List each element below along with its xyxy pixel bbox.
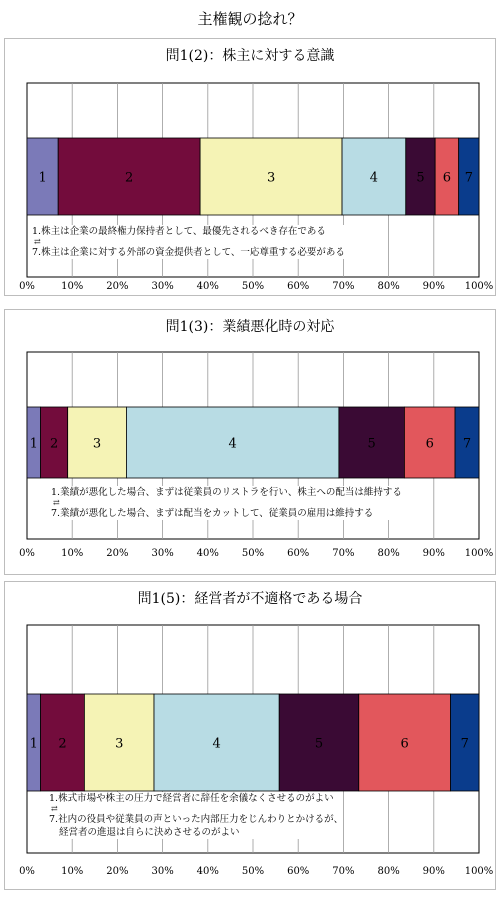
x-tick-label: 10% xyxy=(61,866,84,877)
x-tick-label: 100% xyxy=(464,866,494,877)
page-title: 主権観の捻れ？ xyxy=(197,10,303,28)
scale-annotation xyxy=(49,792,343,839)
segment-label-3: 3 xyxy=(92,436,102,452)
annotation-separator: ⇄ xyxy=(34,237,41,246)
x-tick-label: 90% xyxy=(422,866,445,877)
stacked-bar-chart xyxy=(5,310,495,574)
annotation-line-7-cont: 経営者の進退は自らに決めさせるのがよい xyxy=(59,827,240,838)
x-tick-label: 0% xyxy=(19,866,35,877)
segment-label-1: 1 xyxy=(29,436,38,452)
annotation-line-1: 1.株式市場や株主の圧力で経営者に辞任を余儀なくさせるのがよい xyxy=(49,793,334,804)
segment-label-3: 3 xyxy=(266,170,276,186)
x-tick-label: 70% xyxy=(332,281,355,292)
x-tick-label: 40% xyxy=(196,866,219,877)
x-tick-label: 50% xyxy=(241,281,265,292)
segment-label-4: 4 xyxy=(212,736,221,752)
segment-label-6: 6 xyxy=(425,436,434,452)
segment-label-5: 5 xyxy=(367,436,376,452)
chart-title: 問1(5)：経営者が不適格である場合 xyxy=(137,591,363,607)
x-tick-label: 30% xyxy=(151,281,174,292)
segment-label-6: 6 xyxy=(442,170,452,186)
chart-panel-unfit-manager xyxy=(4,581,496,890)
annotation-line-7: 7.社内の役員や従業員の声といった内部圧力をじんわりとかけるが、 xyxy=(49,814,344,825)
x-tick-label: 100% xyxy=(464,548,494,559)
x-tick-label: 40% xyxy=(196,548,219,559)
segment-label-1: 1 xyxy=(38,170,47,186)
chart-title: 問1(2)：株主に対する意識 xyxy=(165,48,335,64)
segment-label-7: 7 xyxy=(462,436,472,452)
x-tick-label: 30% xyxy=(151,548,174,559)
segment-label-3: 3 xyxy=(115,736,124,752)
x-tick-label: 60% xyxy=(287,548,310,559)
chart-title: 問1(3)：業績悪化時の対応 xyxy=(165,319,335,335)
x-tick-label: 90% xyxy=(422,548,445,559)
x-tick-label: 70% xyxy=(332,548,355,559)
x-tick-label: 10% xyxy=(61,281,84,292)
chart-panel-shareholder-awareness xyxy=(4,38,496,296)
scale-annotation xyxy=(51,486,402,520)
annotation-line-1: 1.業績が悪化した場合、まずは従業員のリストラを行い、株主への配当は維持する xyxy=(51,487,402,498)
x-tick-label: 10% xyxy=(61,548,84,559)
x-tick-label: 60% xyxy=(287,866,310,877)
segment-label-6: 6 xyxy=(400,736,409,752)
segment-label-5: 5 xyxy=(416,170,425,186)
x-tick-label: 100% xyxy=(464,281,494,292)
segment-label-2: 2 xyxy=(125,170,134,186)
annotation-separator: ⇄ xyxy=(51,804,58,813)
segment-label-7: 7 xyxy=(460,736,469,752)
stacked-bar-chart xyxy=(5,582,495,889)
x-tick-label: 20% xyxy=(106,281,129,292)
x-tick-label: 50% xyxy=(241,866,265,877)
x-tick-label: 80% xyxy=(377,548,400,559)
x-tick-label: 20% xyxy=(106,548,129,559)
segment-label-1: 1 xyxy=(29,736,38,752)
x-tick-label: 30% xyxy=(151,866,174,877)
x-tick-label: 40% xyxy=(196,281,219,292)
segment-label-5: 5 xyxy=(314,736,324,752)
x-tick-label: 50% xyxy=(241,548,265,559)
segment-label-2: 2 xyxy=(49,436,59,452)
annotation-separator: ⇄ xyxy=(53,498,60,507)
annotation-line-1: 1.株主は企業の最終権力保持者として、最優先されるべき存在である xyxy=(32,226,326,237)
x-tick-label: 60% xyxy=(287,281,310,292)
segment-label-7: 7 xyxy=(464,170,473,186)
x-tick-label: 80% xyxy=(377,866,400,877)
annotation-line-7: 7.業績が悪化した場合、まずは配当をカットして、従業員の雇用は維持する xyxy=(51,508,374,519)
x-tick-label: 90% xyxy=(422,281,445,292)
x-tick-label: 0% xyxy=(19,548,35,559)
x-tick-label: 80% xyxy=(377,281,400,292)
x-tick-label: 20% xyxy=(106,866,129,877)
x-tick-label: 70% xyxy=(332,866,355,877)
chart-panel-poor-performance-response xyxy=(4,309,496,575)
segment-label-4: 4 xyxy=(228,436,237,452)
segment-label-4: 4 xyxy=(369,170,379,186)
annotation-line-7: 7.株主は企業に対する外部の資金提供者として、一応尊重する必要がある xyxy=(32,247,345,258)
scale-annotation xyxy=(32,225,345,259)
x-tick-label: 0% xyxy=(19,281,35,292)
segment-label-2: 2 xyxy=(58,736,67,752)
